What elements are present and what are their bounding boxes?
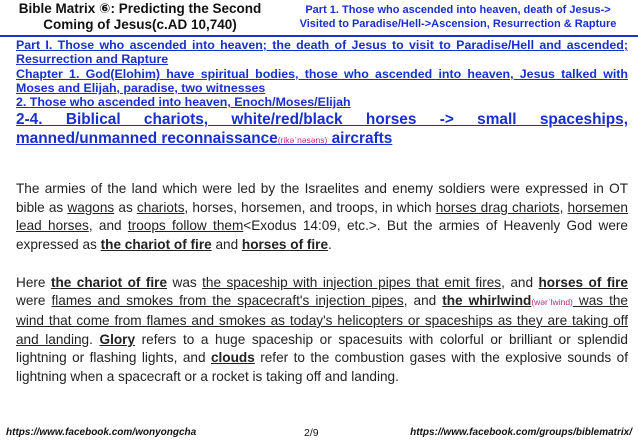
clouds-term: clouds (210, 350, 255, 366)
flames-smokes-phrase: flames and smokes from the spacecraft's injection pipes (51, 293, 404, 309)
text-run: <Exodus 14:09, etc.>. But the armies of Heavenly God were expressed as (16, 218, 628, 253)
text-run: refer to the combustion gases with the explosive sounds of lightning when a spacecraft or a rocket is taking off and landing. (16, 350, 628, 385)
footer-facebook-link[interactable]: https://www.facebook.com/wonyongcha (6, 427, 197, 438)
book-title-line-1: Bible Matrix ⑥: Predicting the Second (18, 1, 262, 16)
wagons-term: wagons (67, 199, 115, 215)
subsection-heading-tail: aircrafts (327, 130, 393, 148)
header-divider (0, 35, 638, 37)
text-run: . (89, 331, 100, 347)
text-run: , and (403, 293, 443, 309)
text-run: The armies of the land which were led by the Israelites and enemy soldiers were expressed in OT bible as (16, 181, 628, 215)
glory-term: Glory (99, 331, 136, 347)
slide-footer (0, 426, 638, 442)
text-run: . (328, 237, 332, 253)
text-run: and (211, 237, 242, 253)
paragraph-2 (16, 274, 628, 387)
paragraph-1 (16, 180, 628, 255)
chapter-heading: Chapter 1. God(Elohim) have spiritual bodies, those who ascended into heaven, Jesus talked with Moses and Elijah, paradise, two witnesses (16, 66, 628, 95)
phonetic-reconnaissance: (rikəˈnəsəns) (277, 135, 328, 146)
book-title (4, 1, 276, 33)
phonetic-whirlwind: (wərˈlwind) (531, 297, 573, 308)
slide-header (0, 0, 638, 34)
text-run: were (16, 293, 52, 309)
text-run: refers to a huge spaceship or spacesuits with colorful or brilliant or splendid lightning or flashing lights, and (16, 331, 628, 366)
text-run: Here (16, 274, 51, 290)
text-run: , horses, horsemen, and troops, in which (184, 199, 436, 215)
subsection-heading-text: 2-4. Biblical chariots, white/red/black horses -> small spaceships, manned/unmanned reconnaissance (16, 111, 628, 148)
text-run: , (559, 199, 568, 215)
chariot-of-fire-term: the chariot of fire (100, 237, 212, 253)
body-text (16, 180, 628, 405)
part-title-line-1: Part 1. Those who ascended into heaven, death of Jesus-> (305, 4, 611, 16)
text-run: was (167, 274, 203, 290)
wind-phrase: was the wind that come from flames and smokes as today's helicopters or spaceships as they are taking off and landing (16, 293, 628, 347)
section-heading: 2. Those who ascended into heaven, Enoch/Moses/Elijah (16, 95, 351, 110)
text-run: , and (88, 218, 128, 234)
whirlwind-term: the whirlwind (442, 293, 532, 309)
part-title-line-2: Visited to Paradise/Hell->Ascension, Resurrection & Rapture (299, 18, 617, 30)
text-run: , and (501, 274, 539, 290)
text-run: as (114, 199, 137, 215)
page-number: 2/9 (304, 427, 319, 439)
part-heading: Part I. Those who ascended into heaven; the death of Jesus to visit to Paradise/Hell and ascended; Resurrection and Rapture (16, 38, 628, 67)
horses-of-fire-term: horses of fire (538, 274, 628, 290)
chariots-term: chariots (136, 199, 185, 215)
footer-group-link[interactable]: https://www.facebook.com/groups/biblematrix/ (410, 427, 632, 438)
horsemen-lead-horses-phrase: horsemen lead horses (16, 199, 628, 234)
heading-block (16, 38, 628, 150)
part-title (282, 3, 634, 31)
chariot-of-fire-term: the chariot of fire (50, 274, 168, 290)
subsection-heading (16, 110, 628, 150)
horses-drag-chariots-phrase: horses drag chariots (435, 199, 560, 215)
troops-follow-them-phrase: troops follow them (127, 218, 244, 234)
book-title-line-2: Coming of Jesus(c.AD 10,740) (43, 17, 237, 32)
spaceship-phrase: the spaceship with injection pipes that emit fires (202, 274, 502, 290)
horses-of-fire-term: horses of fire (241, 237, 329, 253)
